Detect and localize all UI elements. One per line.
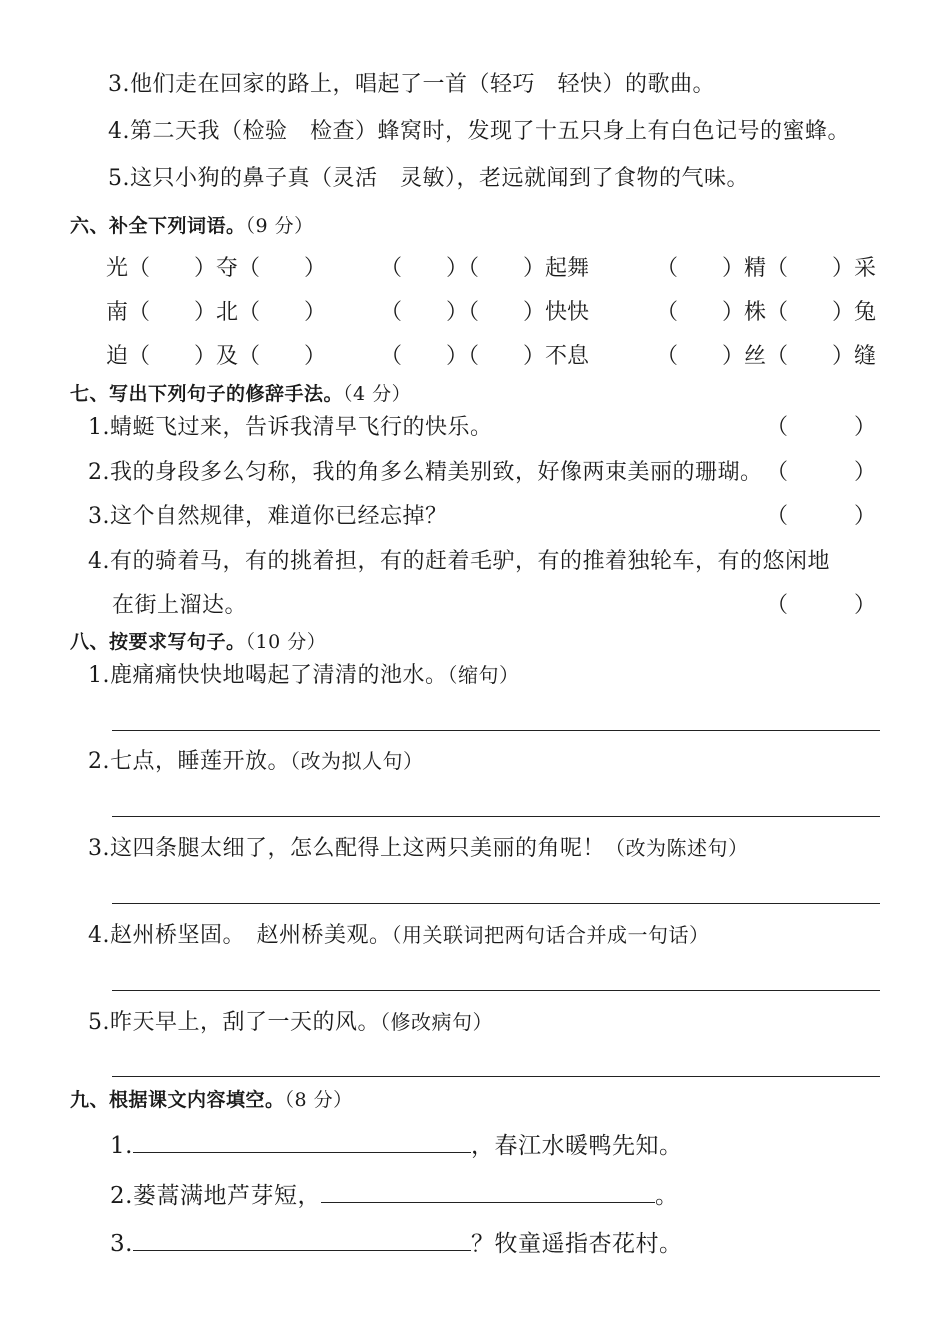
section9-item-3-suffix: ？牧童遥指杏花村。 (470, 1231, 683, 1257)
section6-row1-col3: （ ）精（ ）采 (656, 256, 877, 281)
section9-item-3 (110, 1226, 682, 1259)
section8-title: 八、按要求写句子。 (70, 631, 246, 653)
section8-item-2-text: 2.七点，睡莲开放。 (88, 749, 290, 774)
section8-item-2 (88, 746, 424, 777)
section7-item-4-cont: 在街上溜达。 (112, 593, 248, 618)
section8-item-3-text: 3.这四条腿太细了，怎么配得上这两只美丽的角呢！ (88, 836, 605, 861)
section6-row3-col2: （ ）（ ）不息 (380, 344, 590, 369)
section9-blank-3[interactable] (133, 1226, 471, 1251)
section9-item-2-suffix: 。 (654, 1183, 679, 1209)
section9-heading (70, 1086, 353, 1114)
section5-item-4: 4.第二天我（检验 检查）蜂窝时，发现了十五只身上有白色记号的蜜蜂。 (108, 119, 850, 144)
section6-row1-col1: 光（ ）夺（ ） (106, 256, 327, 281)
section7-answer-1: （ ） (766, 415, 877, 440)
section8-answer-line-2[interactable] (112, 816, 880, 817)
section6-row2-col3: （ ）株（ ）兔 (656, 300, 877, 325)
section7-answer-2: （ ） (766, 460, 877, 485)
section9-item-1 (110, 1128, 682, 1161)
section9-item-3-prefix: 3. (110, 1231, 133, 1257)
section7-item-1: 1.蜻蜓飞过来，告诉我清早飞行的快乐。 (88, 415, 493, 440)
section9-item-2 (110, 1178, 678, 1211)
section7-item-2: 2.我的身段多么匀称，我的角多么精美别致，好像两束美丽的珊瑚。 (88, 460, 763, 485)
section9-blank-2[interactable] (321, 1178, 655, 1203)
section7-title: 七、写出下列句子的修辞手法。 (70, 383, 344, 405)
section6-row2-col2: （ ）（ ）快快 (380, 300, 590, 325)
section8-item-1-text: 1.鹿痛痛快快地喝起了清清的池水。 (88, 663, 448, 688)
section8-answer-line-5[interactable] (112, 1076, 880, 1077)
section6-title: 六、补全下列词语。 (70, 215, 246, 237)
section6-points: （9 分） (245, 215, 314, 237)
section6-row3-col3: （ ）丝（ ）缝 (656, 344, 877, 369)
section7-heading (70, 380, 411, 408)
section8-item-4-text: 4.赵州桥坚固。 赵州桥美观。 (88, 923, 392, 948)
section7-points: （4 分） (343, 383, 412, 405)
section9-item-1-prefix: 1. (110, 1133, 133, 1159)
section8-answer-line-4[interactable] (112, 990, 880, 991)
section8-item-5 (88, 1007, 493, 1038)
section9-item-1-suffix: ，春江水暖鸭先知。 (470, 1133, 683, 1159)
section5-item-3: 3.他们走在回家的路上，唱起了一首（轻巧 轻快）的歌曲。 (108, 72, 715, 97)
section6-row3-col1: 迫（ ）及（ ） (106, 344, 327, 369)
section7-item-3: 3.这个自然规律，难道你已经忘掉？ (88, 504, 448, 529)
section7-answer-4: （ ） (766, 593, 877, 618)
section5-item-5: 5.这只小狗的鼻子真（灵活 灵敏），老远就闻到了食物的气味。 (108, 166, 749, 191)
section8-heading (70, 628, 326, 656)
section9-title: 九、根据课文内容填空。 (70, 1089, 285, 1111)
section8-item-5-note: （修改病句） (380, 1010, 493, 1034)
section8-item-4-note: （用关联词把两句话合并成一句话） (391, 923, 710, 947)
section8-item-3-note: （改为陈述句） (605, 836, 749, 860)
section8-item-1 (88, 660, 520, 691)
section6-heading (70, 212, 314, 240)
section8-answer-line-3[interactable] (112, 903, 880, 904)
section8-item-3 (88, 833, 749, 864)
section8-item-4 (88, 920, 710, 951)
section8-points: （10 分） (245, 631, 327, 653)
section9-points: （8 分） (284, 1089, 353, 1111)
section8-item-1-note: （缩句） (447, 663, 520, 687)
section8-item-2-note: （改为拟人句） (290, 749, 424, 773)
section6-row1-col2: （ ）（ ）起舞 (380, 256, 590, 281)
section9-item-2-prefix: 2.蒌蒿满地芦芽短， (110, 1183, 321, 1209)
section6-row2-col1: 南（ ）北（ ） (106, 300, 327, 325)
section8-item-5-text: 5.昨天早上，刮了一天的风。 (88, 1010, 380, 1035)
section7-answer-3: （ ） (766, 504, 877, 529)
section9-blank-1[interactable] (133, 1128, 471, 1153)
section8-answer-line-1[interactable] (112, 730, 880, 731)
section7-item-4: 4.有的骑着马，有的挑着担，有的赶着毛驴，有的推着独轮车，有的悠闲地 (88, 549, 830, 574)
